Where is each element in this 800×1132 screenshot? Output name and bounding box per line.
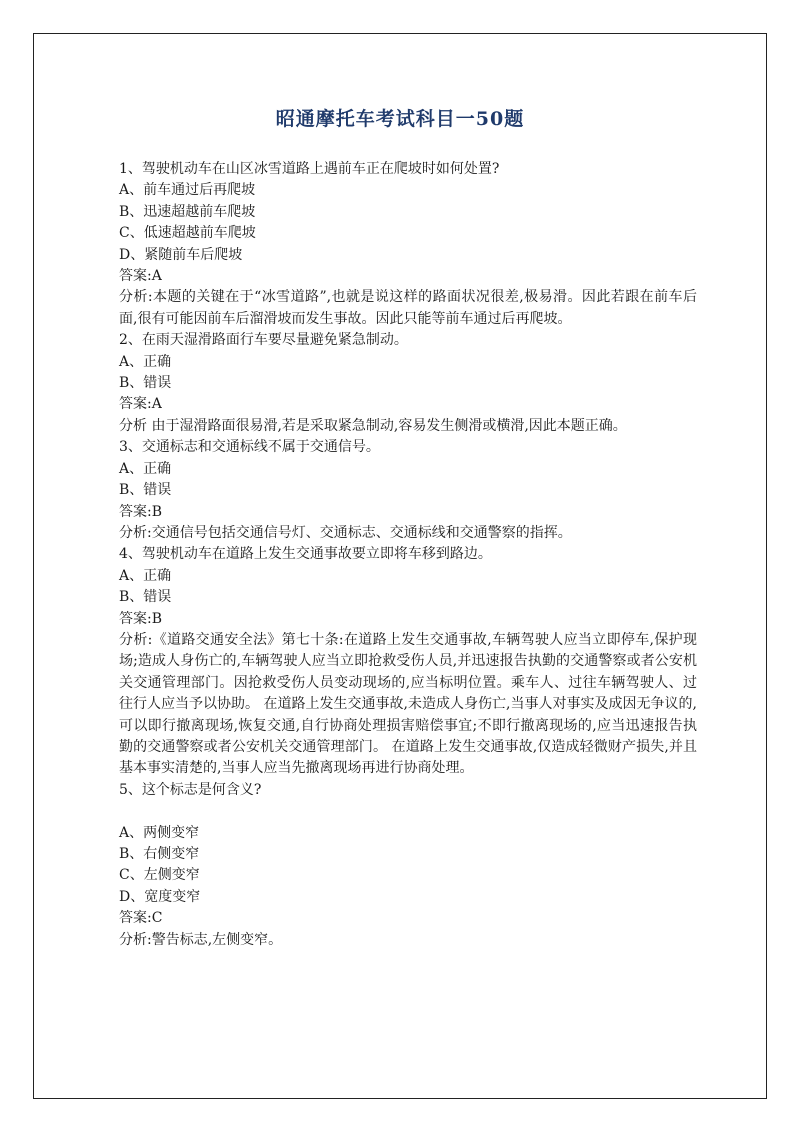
option-b: B、错误 [119,375,172,392]
question-block [119,159,697,330]
option-b: B、迅速超越前车爬坡 [119,203,256,220]
document-title: 昭通摩托车考试科目一50题 [275,108,525,130]
option-d: D、宽度变窄 [119,888,201,905]
sign-image-placeholder [119,801,697,822]
question-text: 1、驾驶机动车在山区冰雪道路上遇前车正在爬坡时如何处置? [119,161,500,177]
option-a: A、正确 [119,353,172,370]
analysis: 分析 由于湿滑路面很易滑,若是采取紧急制动,容易发生侧滑或横滑,因此本题正确。 [119,417,627,434]
question-text: 3、交通标志和交通标线不属于交通信号。 [119,439,380,456]
answer: 答案:A [119,268,162,285]
answer: 答案:A [119,396,162,413]
option-c: C、左侧变窄 [119,867,200,884]
option-a: A、两侧变窄 [119,824,200,841]
option-a: A、正确 [119,460,172,477]
analysis: 分析:《道路交通安全法》第七十条:在道路上发生交通事故,车辆驾驶人应当立即停车,保护现场;造成人身伤亡的,车辆驾驶人应当立即抢救受伤人员,并迅速报告执勤的交通警察或者公安机关交通管理部门。因抢救受伤人员变动现场的,应当标明位置。乘车人、过往车辆驾驶人、过往行人应当予以协助。 在道路上发生交通事故,未造成人身伤亡,当事人对事实及成因无争议的,可以即行撤离现场,恢复交通,自行协商处理损害赔偿事宜;不即行撤离现场的,应当迅速报告执勤的交通警察或者公安机关交通管理部门。 在道路上发生交通事故,仅造成轻微财产损失,并且基本事实清楚的,当事人应当先撤离现场再进行协商处理。 [119,631,697,777]
answer: 答案:C [119,910,163,927]
option-b: B、错误 [119,589,172,606]
option-b: B、右侧变窄 [119,845,200,862]
option-b: B、错误 [119,482,172,499]
document-body [119,159,697,951]
option-d: D、紧随前车后爬坡 [119,246,243,263]
analysis: 分析:警告标志,左侧变窄。 [119,931,283,948]
question-block [119,780,697,951]
question-text: 5、这个标志是何含义? [119,781,262,798]
answer: 答案:B [119,503,163,520]
question-text: 4、驾驶机动车在道路上发生交通事故要立即将车移到路边。 [119,546,492,563]
question-block [119,330,697,437]
question-text: 2、在雨天湿滑路面行车要尽量避免紧急制动。 [119,332,408,349]
question-block [119,437,697,544]
analysis: 分析:本题的关键在于“冰雪道路”,也就是说这样的路面状况很差,极易滑。因此若跟在前车后面,很有可能因前车后溜滑坡而发生事故。因此只能等前车通过后再爬坡。 [119,289,697,327]
answer: 答案:B [119,610,163,627]
option-c: C、低速超越前车爬坡 [119,225,256,242]
analysis: 分析:交通信号包括交通信号灯、交通标志、交通标线和交通警察的指挥。 [119,524,572,541]
question-block [119,544,697,779]
option-a: A、正确 [119,567,172,584]
option-a: A、前车通过后再爬坡 [119,182,256,199]
